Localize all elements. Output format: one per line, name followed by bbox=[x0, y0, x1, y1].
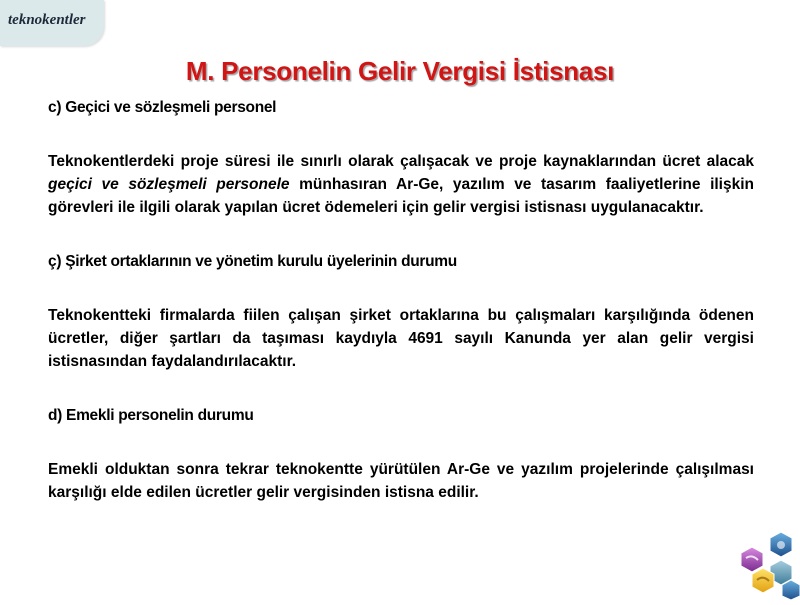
slide-content bbox=[48, 96, 754, 504]
section-heading-partners: ç) Şirket ortaklarının ve yönetim kurulu üyelerinin durumu bbox=[48, 253, 457, 270]
section-body-temporary-personnel bbox=[48, 150, 754, 219]
body-text: Teknokentlerdeki proje süresi ile sınırlı olarak çalışacak ve proje kaynaklarından ücret alacak bbox=[48, 153, 754, 170]
section-heading-retired-personnel: d) Emekli personelin durumu bbox=[48, 407, 254, 424]
section-body-retired-personnel: Emekli olduktan sonra tekrar teknokentte yürütülen Ar-Ge ve yazılım projelerinde çalışılması karşılığı elde edilen ücretler gelir vergisinden istisna edilir. bbox=[48, 461, 754, 501]
brand-label: teknokentler bbox=[8, 12, 86, 28]
slide-title: M. Personelin Gelir Vergisi İstisnası bbox=[185, 56, 615, 86]
body-text: münhasıran Ar-Ge, yazılım ve tasarım faaliyetlerine ilişkin görevleri ile ilgili olarak yapılan ücret ödemeleri için gelir vergisi istisnası uygulanacaktır. bbox=[48, 176, 755, 216]
section-heading-temporary-personnel: c) Geçici ve sözleşmeli personel bbox=[48, 99, 277, 116]
section-body-partners: Teknokentteki firmalarda fiilen çalışan şirket ortaklarına bu çalışmaları karşılığında ödenen ücretler, diğer şartları da taşıması kaydıyla 4691 sayılı Kanunda yer alan gelir vergisi istisnasından faydalandırılacaktır. bbox=[48, 307, 754, 370]
body-emphasis: geçici ve sözleşmeli personele bbox=[48, 176, 290, 193]
brand-tab bbox=[0, 0, 104, 46]
hexagon-cluster-logo-icon bbox=[736, 530, 800, 600]
